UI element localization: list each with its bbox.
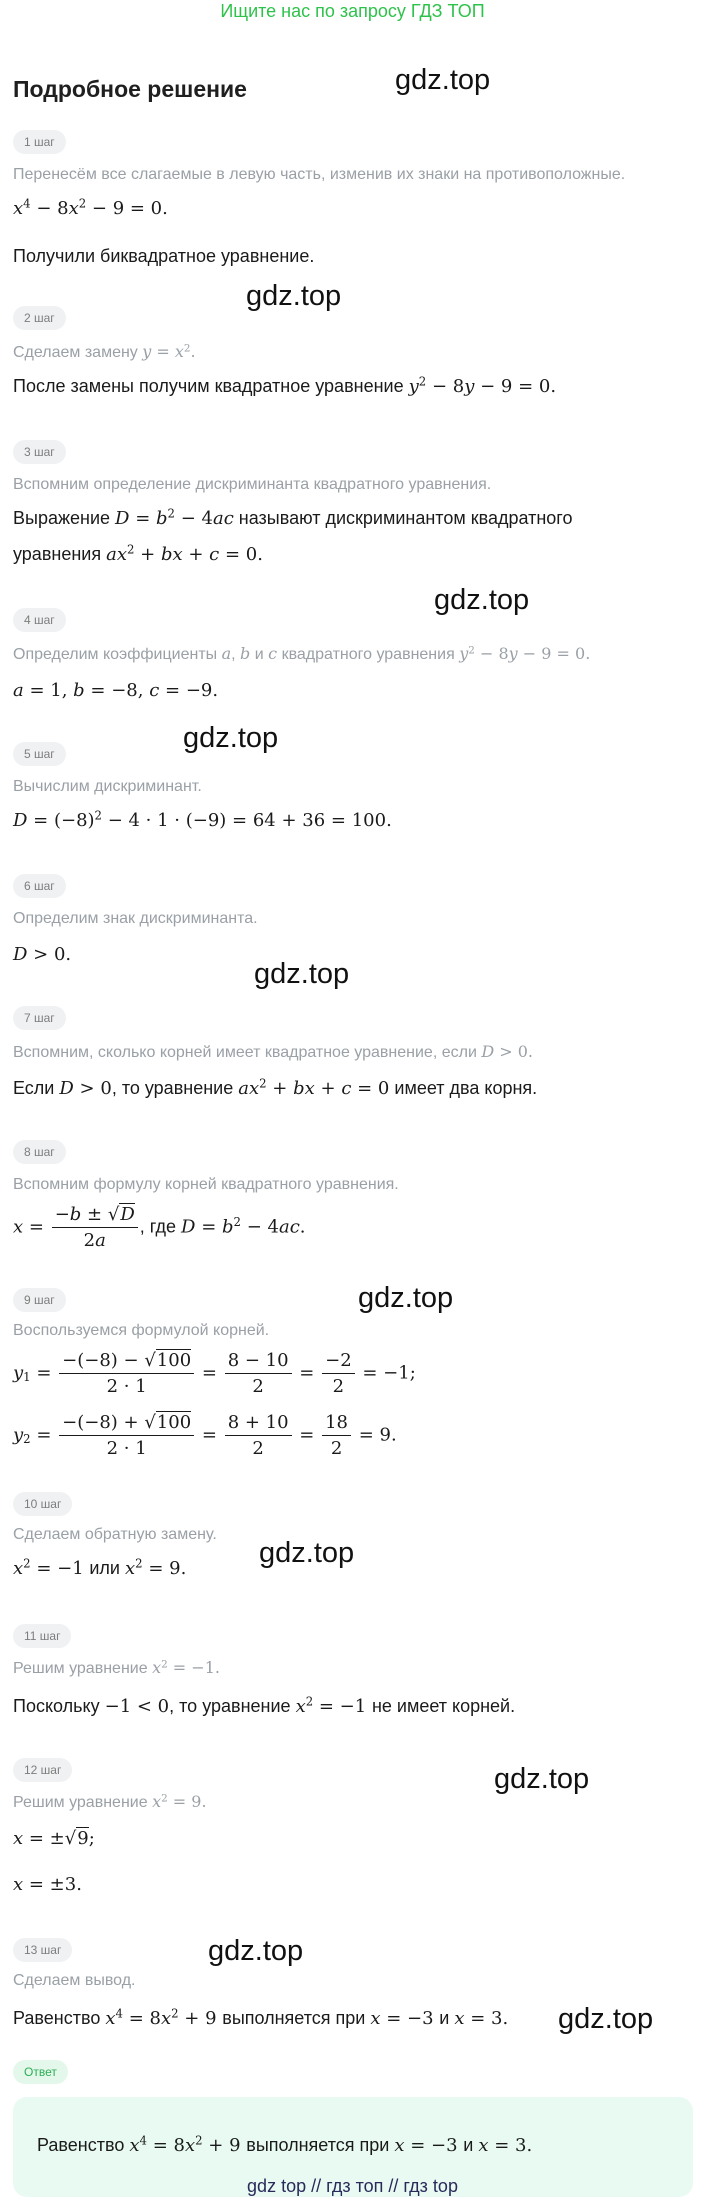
watermark: gdz.top: [434, 584, 530, 616]
step-badge: 1 шаг: [13, 130, 66, 154]
step-badge: 8 шаг: [13, 1140, 66, 1164]
step-hint: Перенесём все слагаемые в левую часть, изменив их знаки на противоположные.: [13, 166, 626, 183]
watermark: gdz.top: [259, 1537, 355, 1569]
step-hint: Вспомним формулу корней квадратного уравнения.: [13, 1176, 399, 1193]
step-hint: Сделаем замену $y = x^2$.: [13, 342, 196, 361]
step-text: После замены получим квадратное уравнение $y^2 - 8y - 9 = 0$.: [13, 374, 557, 397]
step-hint: Воспользуемся формулой корней.: [13, 1322, 270, 1339]
step-hint: Определим знак дискриминанта.: [13, 910, 258, 927]
page-title: Подробное решение: [13, 76, 247, 102]
step-formula: x = ±√9;: [13, 1828, 95, 1849]
step-formula: $y_1$ = $\frac{-(-8) - √100}{2 \cdot 1}$ = $\frac{8 - 10}{2}$ = $\frac{-2}{2}$ = −1;: [13, 1350, 416, 1397]
step-badge: 5 шаг: [13, 742, 66, 766]
step-badge: 7 шаг: [13, 1006, 66, 1030]
step-text: Поскольку −1 < 0, то уравнение $x^2 = -1$ не имеет корней.: [13, 1694, 516, 1717]
watermark: gdz.top: [183, 722, 279, 754]
step-formula: $D = (-8)^2 - 4 \cdot 1 \cdot (-9) = 64 + 36 = 100$.: [13, 808, 392, 831]
step-text: Получили биквадратное уравнение.: [13, 246, 315, 266]
step-formula: a = 1, b = −8, c = −9.: [13, 680, 219, 701]
step-hint: Вычислим дискриминант.: [13, 778, 202, 795]
step-hint: Решим уравнение $x^2 = -1$.: [13, 1658, 220, 1677]
step-formula: $x^4 - 8x^2 - 9 = 0$.: [13, 196, 168, 219]
step-text: Если D > 0, то уравнение $ax^2$ + bx + c = 0 имеет два корня.: [13, 1076, 538, 1099]
step-formula: $y_2$ = $\frac{-(-8) + √100}{2 \cdot 1}$ = $\frac{8 + 10}{2}$ = $\frac{18}{2}$ = 9.: [13, 1412, 397, 1459]
step-hint: Решим уравнение $x^2 = 9$.: [13, 1792, 207, 1811]
watermark: gdz.top: [358, 1282, 454, 1314]
step-hint: Сделаем вывод.: [13, 1972, 136, 1989]
step-text: Выражение $D = b^2 - 4ac$ называют дискриминантом квадратного: [13, 506, 573, 529]
step-hint: Определим коэффициенты a, b и c квадратного уравнения $y^2 - 8y - 9 = 0$.: [13, 644, 591, 663]
step-formula: D > 0.: [13, 944, 72, 965]
step-formula: x = $\frac{-b \pm √D}{2a}$ , где $D = b^2 - 4ac$.: [13, 1204, 306, 1251]
step-formula: x = ±3.: [13, 1874, 82, 1895]
watermark: gdz.top: [494, 1763, 590, 1795]
step-badge: 9 шаг: [13, 1288, 66, 1312]
step-hint: Вспомним определение дискриминанта квадратного уравнения.: [13, 476, 492, 493]
watermark: gdz.top: [254, 958, 350, 990]
step-badge: 6 шаг: [13, 874, 66, 898]
step-badge: 2 шаг: [13, 306, 66, 330]
watermark: gdz.top: [246, 280, 342, 312]
step-badge: 13 шаг: [13, 1938, 72, 1962]
watermark: gdz.top: [208, 1935, 304, 1967]
answer-text: Равенство $x^4 = 8x^2 + 9$ выполняется при x = −3 и x = 3.: [37, 2133, 533, 2156]
top-banner[interactable]: Ищите нас по запросу ГДЗ ТОП: [220, 1, 485, 21]
step-formula: $x^2 = -1$ или $x^2 = 9$.: [13, 1556, 187, 1579]
step-badge: 3 шаг: [13, 440, 66, 464]
answer-badge: Ответ: [13, 2060, 68, 2084]
footer-links[interactable]: gdz top // гдз топ // гдз top: [247, 2176, 458, 2196]
step-hint: Вспомним, сколько корней имеет квадратное уравнение, если D > 0.: [13, 1042, 534, 1061]
step-badge: 4 шаг: [13, 608, 66, 632]
step-badge: 12 шаг: [13, 1758, 72, 1782]
watermark: gdz.top: [395, 64, 491, 96]
step-text: Равенство $x^4 = 8x^2 + 9$ выполняется при x = −3 и x = 3.: [13, 2006, 509, 2029]
watermark: gdz.top: [558, 2003, 654, 2035]
step-badge: 10 шаг: [13, 1492, 72, 1516]
step-text: уравнения $ax^2$ + bx + c = 0.: [13, 542, 263, 565]
step-hint: Сделаем обратную замену.: [13, 1526, 217, 1543]
step-badge: 11 шаг: [13, 1624, 71, 1648]
